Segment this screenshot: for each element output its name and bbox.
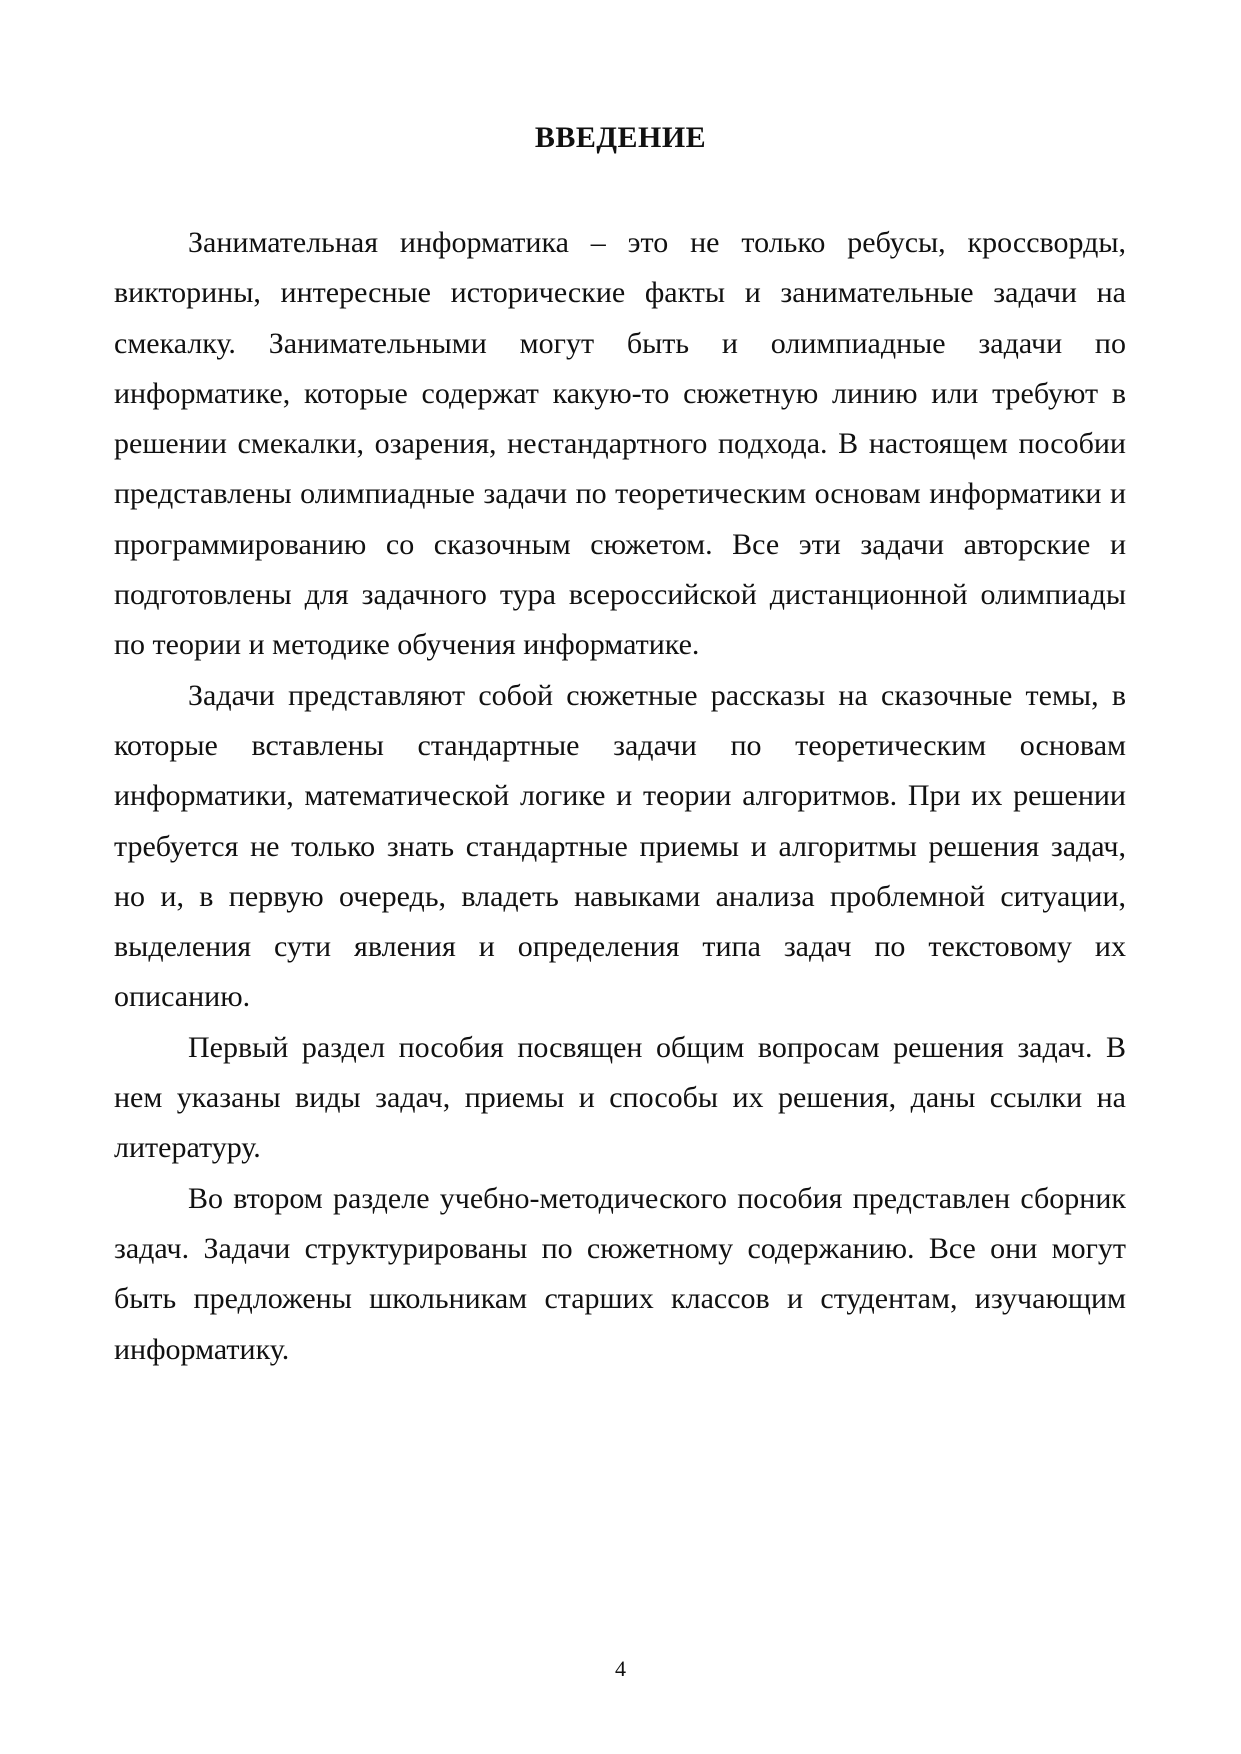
paragraph-3: Первый раздел пособия посвящен общим вопросам решения задач. В нем указаны виды задач, приемы и способы их решения, даны ссылки на литературу.: [114, 1030, 1126, 1165]
page-title: ВВЕДЕНИЕ: [534, 121, 707, 154]
body-text: [114, 218, 1126, 1375]
paragraph-2: Задачи представляют собой сюжетные рассказы на сказочные темы, в которые вставлены стандартные задачи по теоретическим основам информатики, математической логике и теории алгоритмов. При их решении требуется не только знать стандартные приемы и алгоритмы решения задач, но и, в первую очередь, владеть навыками анализа проблемной ситуации, выделения сути явления и определения типа задач по текстовому их описанию.: [114, 678, 1126, 1014]
paragraph-4: Во втором разделе учебно-методического пособия представлен сборник задач. Задачи структурированы по сюжетному содержанию. Все они могут быть предложены школьникам старших классов и студентам, изучающим информатику.: [114, 1181, 1126, 1366]
page-number: 4: [615, 1656, 626, 1681]
paragraph-1: Занимательная информатика – это не только ребусы, кроссворды, викторины, интересные исторические факты и занимательные задачи на смекалку. Занимательными могут быть и олимпиадные задачи по информатике, которые содержат какую-то сюжетную линию или требуют в решении смекалки, озарения, нестандартного подхода. В настоящем пособии представлены олимпиадные задачи по теоретическим основам информатики и программированию со сказочным сюжетом. Все эти задачи авторские и подготовлены для задачного тура всероссийской дистанционной олимпиады по теории и методике обучения информатике.: [114, 226, 1126, 662]
